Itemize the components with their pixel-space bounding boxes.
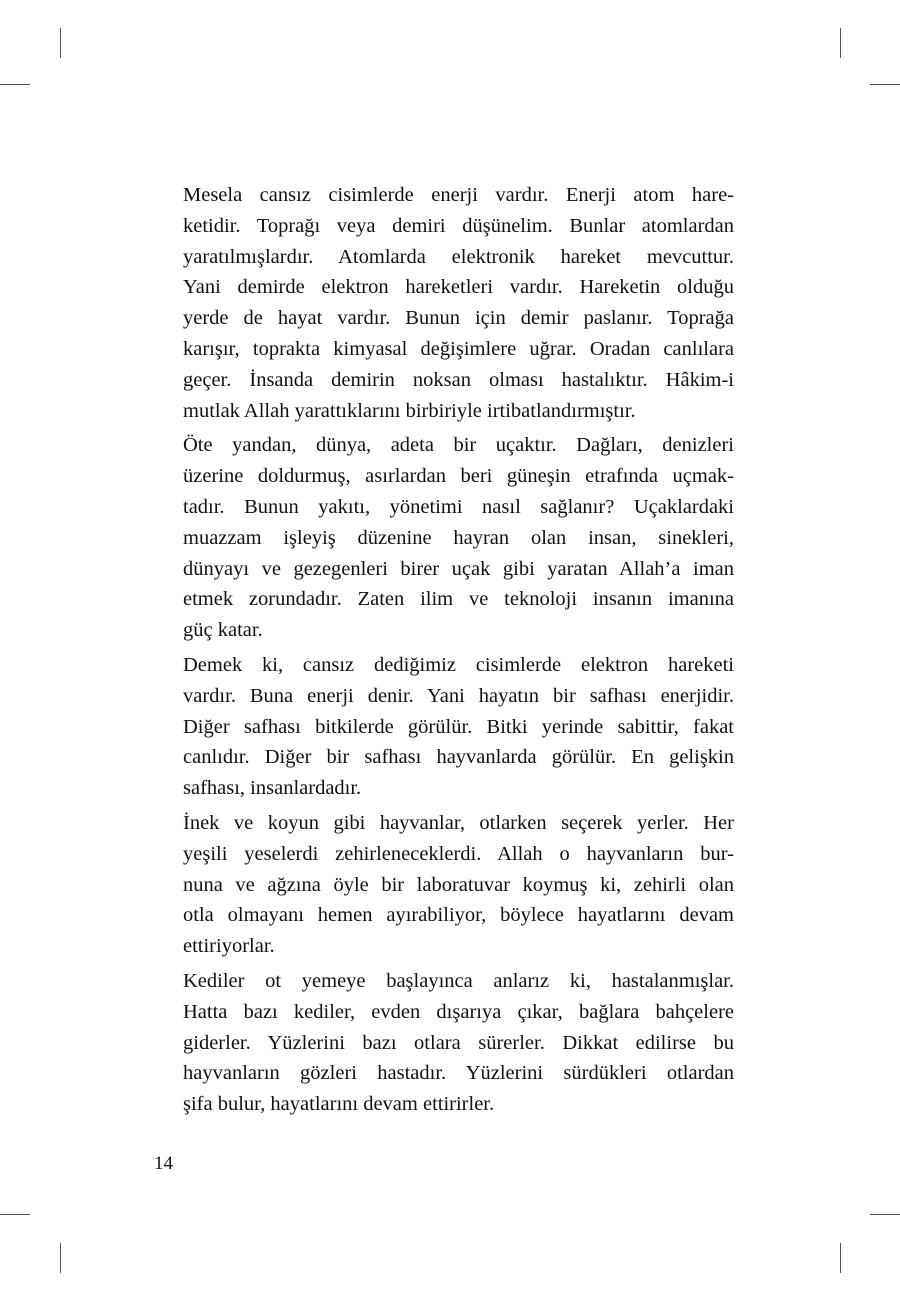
text-line: vardır. Buna enerji denir. Yani hayatın bir safhası enerjidir. [183, 684, 734, 707]
paragraph-3 [154, 650, 734, 804]
text-line: Diğer safhası bitkilerde görülür. Bitki yerinde sabittir, fakat [183, 715, 734, 738]
text-line: İnek ve koyun gibi hayvanlar, otlarken seçerek yerler. Her [183, 811, 734, 834]
crop-mark-bottom-right-horizontal [870, 1214, 900, 1215]
text-line: mutlak Allah yarattıklarını birbiriyle irtibatlandırmıştır. [183, 399, 636, 422]
paragraph-1 [154, 180, 734, 426]
paragraph-5 [154, 966, 734, 1120]
paragraph-4 [154, 808, 734, 962]
text-line: hayvanların gözleri hastadır. Yüzlerini sürdükleri otlardan [183, 1062, 734, 1085]
crop-mark-top-right-vertical [840, 28, 841, 58]
text-line: Hatta bazı kediler, evden dışarıya çıkar, bağlara bahçelere [183, 1000, 734, 1023]
page-number: 14 [154, 1153, 173, 1174]
text-line: canlıdır. Diğer bir safhası hayvanlarda görülür. En gelişkin [183, 746, 734, 769]
text-line: ettiriyorlar. [183, 935, 275, 958]
text-line: Öte yandan, dünya, adeta bir uçaktır. Dağları, denizleri [183, 434, 734, 457]
text-line: tadır. Bunun yakıtı, yönetimi nasıl sağlanır? Uçaklardaki [183, 495, 734, 518]
crop-mark-top-left-horizontal [0, 84, 30, 85]
text-line: yaratılmışlardır. Atomlarda elektronik hareket mevcuttur. [183, 245, 734, 268]
text-line: şifa bulur, hayatlarını devam ettirirler. [183, 1093, 495, 1116]
text-line: nuna ve ağzına öyle bir laboratuvar koymuş ki, zehirli olan [183, 873, 734, 896]
text-line: safhası, insanlardadır. [183, 777, 362, 800]
crop-mark-bottom-left-vertical [60, 1243, 61, 1273]
text-line: etmek zorundadır. Zaten ilim ve teknoloji insanın imanına [183, 588, 734, 611]
paragraph-2 [154, 430, 734, 646]
text-line: Yani demirde elektron hareketleri vardır. Hareketin olduğu [183, 276, 734, 299]
crop-mark-bottom-right-vertical [840, 1243, 841, 1273]
text-line: geçer. İnsanda demirin noksan olması hastalıktır. Hâkim-i [183, 368, 734, 391]
crop-mark-top-right-horizontal [870, 84, 900, 85]
text-line: ketidir. Toprağı veya demiri düşünelim. Bunlar atomlardan [183, 214, 734, 237]
text-line: karışır, toprakta kimyasal değişimlere uğrar. Oradan canlılara [183, 337, 734, 360]
text-line: Kediler ot yemeye başlayınca anlarız ki, hastalanmışlar. [183, 969, 734, 992]
crop-mark-bottom-left-horizontal [0, 1214, 30, 1215]
text-line: yerde de hayat vardır. Bunun için demir paslanır. Toprağa [183, 307, 734, 330]
crop-mark-top-left-vertical [60, 28, 61, 58]
text-line: dünyayı ve gezegenleri birer uçak gibi yaratan Allah’a iman [183, 557, 734, 580]
text-line: üzerine doldurmuş, asırlardan beri güneşin etrafında uçmak- [183, 465, 734, 488]
text-line: güç katar. [183, 619, 263, 642]
text-line: muazzam işleyiş düzenine hayran olan insan, sinekleri, [183, 526, 734, 549]
text-line: Mesela cansız cisimlerde enerji vardır. Enerji atom hare- [183, 184, 734, 206]
text-line: yeşili yeselerdi zehirleneceklerdi. Allah o hayvanların bur- [183, 842, 734, 865]
text-line: giderler. Yüzlerini bazı otlara sürerler. Dikkat edilirse bu [183, 1031, 734, 1054]
text-line: otla olmayanı hemen ayırabiliyor, böylece hayatlarını devam [183, 904, 734, 927]
body-text [154, 180, 734, 1124]
text-line: Demek ki, cansız dediğimiz cisimlerde elektron hareketi [183, 653, 734, 676]
